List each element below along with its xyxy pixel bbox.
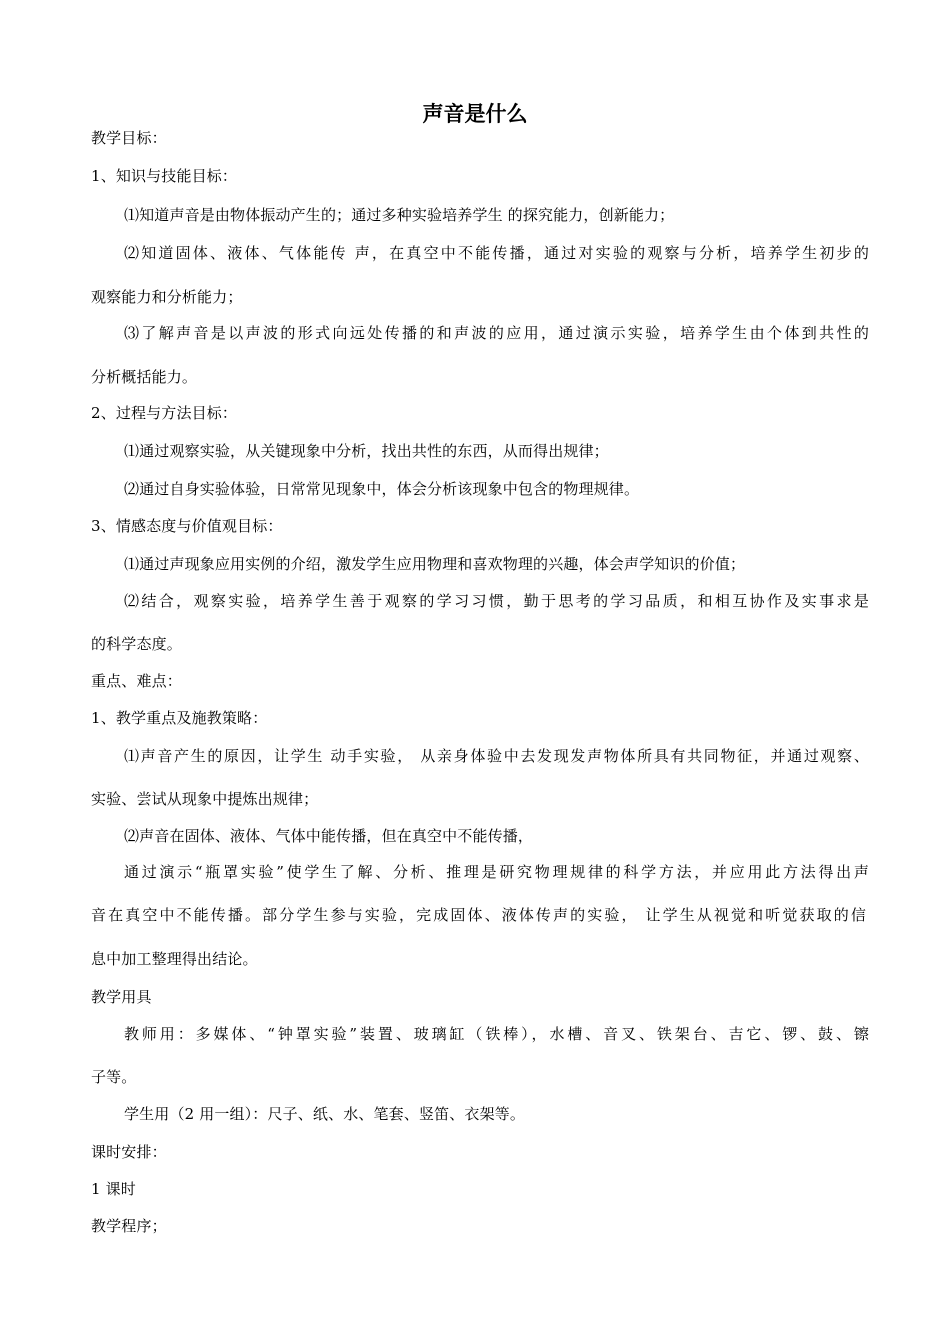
subheading-strategy: 1、教学重点及施教策略：	[91, 709, 268, 727]
paragraph-line: ⑵结合，观察实验，培养学生善于观察的学习习惯，勤于思考的学习品质，和相互协作及实事求是	[124, 592, 869, 610]
paragraph-line: ⑴通过声现象应用实例的介绍，激发学生应用物理和喜欢物理的兴趣，体会声学知识的价值；	[124, 555, 746, 573]
paragraph-line: ⑴通过观察实验，从关键现象中分析，找出共性的东西，从而得出规律；	[124, 442, 609, 460]
paragraph-line: 分析概括能力。	[91, 368, 198, 386]
paragraph-line: 通过演示“瓶罩实验”使学生了解、分析、推理是研究物理规律的科学方法，并应用此方法得出声	[124, 863, 869, 881]
paragraph-line: 息中加工整理得出结论。	[91, 950, 258, 968]
section-heading-objectives: 教学目标：	[91, 129, 167, 147]
paragraph-line: ⑶了解声音是以声波的形式向远处传播的和声波的应用，通过演示实验，培养学生由个体到共性的	[124, 324, 869, 342]
paragraph-line: 教师用：多媒体、“钟罩实验”装置、玻璃缸（铁棒），水槽、音叉、铁架台、吉它、锣、鼓、镲	[124, 1025, 869, 1043]
paragraph-line: 实验、尝试从现象中提炼出规律；	[91, 790, 319, 808]
section-heading-tools: 教学用具	[91, 988, 152, 1006]
paragraph-line: 1 课时	[91, 1180, 136, 1198]
section-heading-schedule: 课时安排：	[91, 1143, 167, 1161]
subheading-knowledge: 1、知识与技能目标：	[91, 167, 238, 185]
paragraph-line: 学生用（2 用一组）：尺子、纸、水、笔套、竖笛、衣架等。	[124, 1105, 526, 1123]
paragraph-line: ⑵声音在固体、液体、气体中能传播，但在真空中不能传播，	[124, 827, 534, 845]
section-heading-keypoints: 重点、难点：	[91, 672, 182, 690]
paragraph-line: 子等。	[91, 1068, 137, 1086]
paragraph-line: 的科学态度。	[91, 635, 182, 653]
subheading-process: 2、过程与方法目标：	[91, 404, 238, 422]
paragraph-line: ⑴声音产生的原因，让学生 动手实验， 从亲身体验中去发现发声物体所具有共同物征，并通过观察、	[124, 747, 869, 765]
subheading-attitude: 3、情感态度与价值观目标：	[91, 517, 283, 535]
paragraph-line: 音在真空中不能传播。部分学生参与实验，完成固体、液体传声的实验， 让学生从视觉和听觉获取的信	[91, 906, 866, 924]
document-title: 声音是什么	[422, 102, 528, 126]
paragraph-line: 观察能力和分析能力；	[91, 288, 243, 306]
section-heading-procedure: 教学程序；	[91, 1217, 167, 1235]
paragraph-line: ⑴知道声音是由物体振动产生的；通过多种实验培养学生 的探究能力，创新能力；	[124, 206, 675, 224]
paragraph-line: ⑵通过自身实验体验，日常常见现象中，体会分析该现象中包含的物理规律。	[124, 480, 640, 498]
paragraph-line: ⑵知道固体、液体、气体能传 声，在真空中不能传播，通过对实验的观察与分析，培养学生初步的	[124, 244, 869, 262]
